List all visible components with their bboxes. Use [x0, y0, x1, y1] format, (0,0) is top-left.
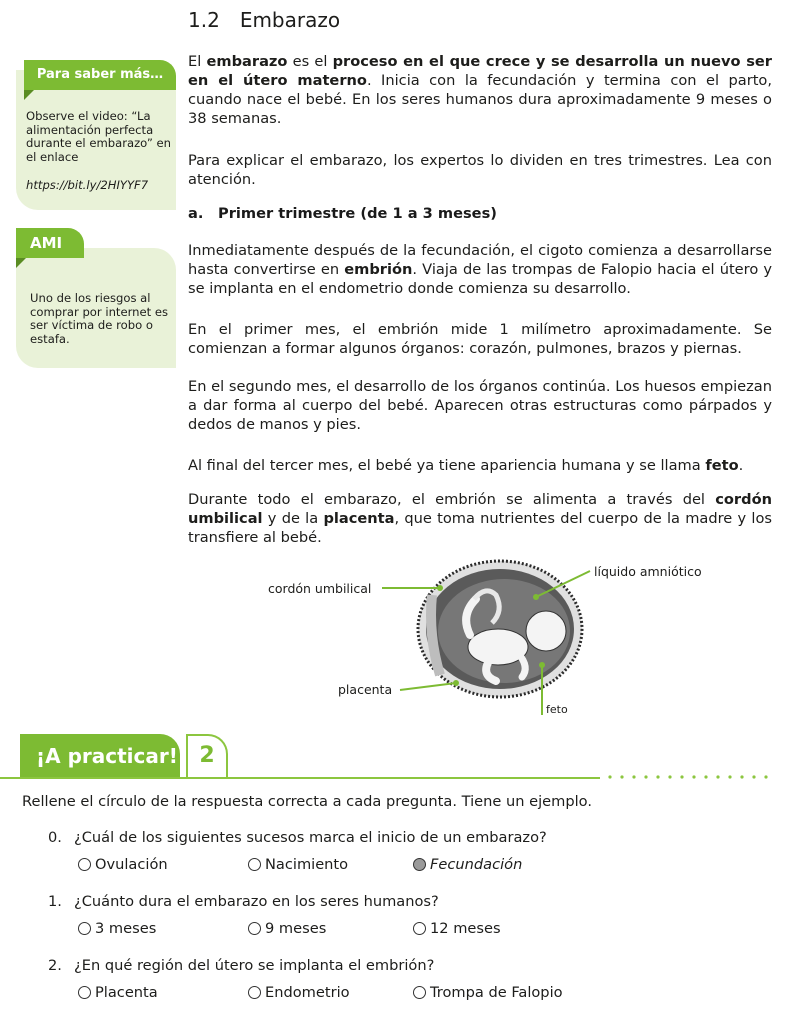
- paragraph-second-month: En el segundo mes, el desarrollo de los órganos continúa. Los huesos empiezan a dar forma al cuerpo del bebé. Aparecen otras estructuras como párpados y dedos de manos y pies.: [188, 378, 772, 433]
- sidebar-tab-saber-mas: Para saber más…: [24, 60, 176, 90]
- radio-circle[interactable]: [248, 922, 261, 935]
- radio-circle[interactable]: [413, 986, 426, 999]
- paragraph-trimesters: Para explicar el embarazo, los expertos lo dividen en tres trimestres. Lea con atención.: [188, 152, 772, 188]
- subheading-first-trimester: a. Primer trimestre (de 1 a 3 meses): [188, 205, 497, 222]
- sidebar-ami-text: Uno de los riesgos al comprar por internet es ser víctima de robo o estafa.: [30, 291, 169, 346]
- label-liquido-amniotico: líquido amniótico: [594, 564, 702, 579]
- label-placenta: placenta: [338, 682, 393, 697]
- radio-circle[interactable]: [248, 986, 261, 999]
- paragraph-third-month: Al final del tercer mes, el bebé ya tiene apariencia humana y se llama feto.: [188, 457, 744, 474]
- sidebar-box-ami: [16, 234, 176, 368]
- section-title: Embarazo: [239, 8, 341, 32]
- radio-circle-filled[interactable]: [413, 858, 426, 871]
- sidebar-tab-ami: AMI: [16, 228, 84, 258]
- option-q2-a[interactable]: Placenta: [78, 984, 158, 1001]
- practice-instruction: Rellene el círculo de la respuesta correcta a cada pregunta. Tiene un ejemplo.: [22, 793, 592, 810]
- practice-divider: [0, 777, 600, 779]
- label-feto: feto: [546, 703, 568, 716]
- option-q1-c[interactable]: 12 meses: [413, 920, 501, 937]
- paragraph-first-month: En el primer mes, el embrión mide 1 milímetro aproximadamente. Se comienzan a formar algunos órganos: corazón, pulmones, brazos y piernas.: [188, 321, 772, 357]
- radio-circle[interactable]: [248, 858, 261, 871]
- section-number: 1.2: [188, 8, 220, 32]
- option-q0-a[interactable]: Ovulación: [78, 856, 168, 873]
- radio-circle[interactable]: [78, 986, 91, 999]
- section-heading: [188, 8, 340, 32]
- label-cordon-umbilical: cordón umbilical: [268, 581, 372, 596]
- option-q1-b[interactable]: 9 meses: [248, 920, 326, 937]
- fetus-diagram: [260, 555, 740, 725]
- radio-circle[interactable]: [78, 922, 91, 935]
- paragraph-nutrition: Durante todo el embarazo, el embrión se alimenta a través del cordón umbilical y de la placenta, que toma nutrientes del cuerpo de la madre y los transfiere al bebé.: [188, 491, 773, 546]
- question-2: 2. ¿En qué región del útero se implanta el embrión?: [48, 957, 435, 974]
- option-q1-a[interactable]: 3 meses: [78, 920, 156, 937]
- option-q2-b[interactable]: Endometrio: [248, 984, 350, 1001]
- question-0: 0. ¿Cuál de los siguientes sucesos marca el inicio de un embarazo?: [48, 829, 547, 846]
- practice-number: 2: [186, 734, 228, 778]
- radio-circle[interactable]: [78, 858, 91, 871]
- paragraph-embryo: Inmediatamente después de la fecundación, el cigoto comienza a desarrollarse hasta convertirse en embrión. Viaja de las trompas de Falopio hacia el útero y se implanta en el endometrio donde comienza su desarrollo.: [188, 242, 773, 297]
- practice-dots: [600, 773, 780, 781]
- paragraph-definition: El embarazo es el proceso en el que crece y se desarrolla un nuevo ser en el útero materno. Inicia con la fecundación y termina con el parto, cuando nace el bebé. En los seres humanos dura aproximadamente 9 meses o 38 semanas.: [188, 53, 772, 127]
- option-q0-c-selected[interactable]: Fecundación: [413, 856, 522, 873]
- question-1: 1. ¿Cuánto dura el embarazo en los seres humanos?: [48, 893, 439, 910]
- video-link[interactable]: https://bit.ly/2HIYYF7: [26, 178, 149, 192]
- sidebar-video-text: Observe el video: “La alimentación perfecta durante el embarazo” en el enlace: [26, 109, 172, 164]
- practice-title: ¡A practicar!: [20, 734, 180, 778]
- option-q0-b[interactable]: Nacimiento: [248, 856, 348, 873]
- sidebar-box-saber-mas: [16, 67, 176, 210]
- radio-circle[interactable]: [413, 922, 426, 935]
- option-q2-c[interactable]: Trompa de Falopio: [413, 984, 563, 1001]
